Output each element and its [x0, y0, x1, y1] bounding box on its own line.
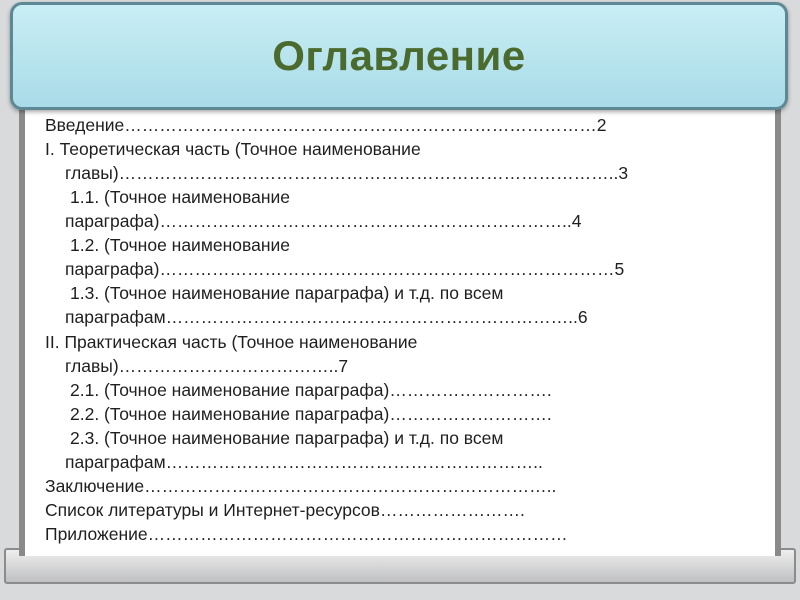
toc-line-part-1: I. Теоретическая часть (Точное наименование — [45, 139, 421, 159]
toc-line-references: Список литературы и Интернет-ресурсов……………………. — [45, 500, 525, 520]
toc-line-part-2-cont: главы)………………………………..7 — [65, 356, 349, 376]
toc-line-conclusion: Заключение…………………………………………………………….. — [45, 476, 557, 496]
toc-line-1-2: 1.2. (Точное наименование — [70, 235, 290, 255]
toc-line-2-1: 2.1. (Точное наименование параграфа)………………………. — [70, 380, 552, 400]
toc-line-appendix: Приложение……………………………………………………………… — [45, 524, 568, 544]
toc-line-2-2: 2.2. (Точное наименование параграфа)………………………. — [70, 404, 552, 424]
page-title: Оглавление — [272, 32, 526, 79]
toc-line-1-1: 1.1. (Точное наименование — [70, 187, 290, 207]
toc-line-part-1-cont: главы)…………………………………………………………………………..3 — [65, 163, 629, 183]
table-of-contents — [45, 113, 745, 546]
toc-line-2-3: 2.3. (Точное наименование параграфа) и т.д. по всем — [70, 428, 504, 448]
toc-line-1-3-cont: параграфам……………………………………………………………..6 — [65, 307, 588, 327]
toc-line-1-1-cont: параграфа)……………………………………………………………..4 — [65, 211, 582, 231]
toc-line-part-2: II. Практическая часть (Точное наименование — [45, 332, 418, 352]
title-banner — [10, 2, 788, 110]
toc-line-1-2-cont: параграфа)……………………………………………………………………5 — [65, 259, 625, 279]
toc-line-2-3-cont: параграфам……………………………………………………….. — [65, 452, 543, 472]
toc-line-introduction: Введение………………………………………………………………………2 — [45, 115, 607, 135]
toc-line-1-3: 1.3. (Точное наименование параграфа) и т.д. по всем — [70, 283, 504, 303]
